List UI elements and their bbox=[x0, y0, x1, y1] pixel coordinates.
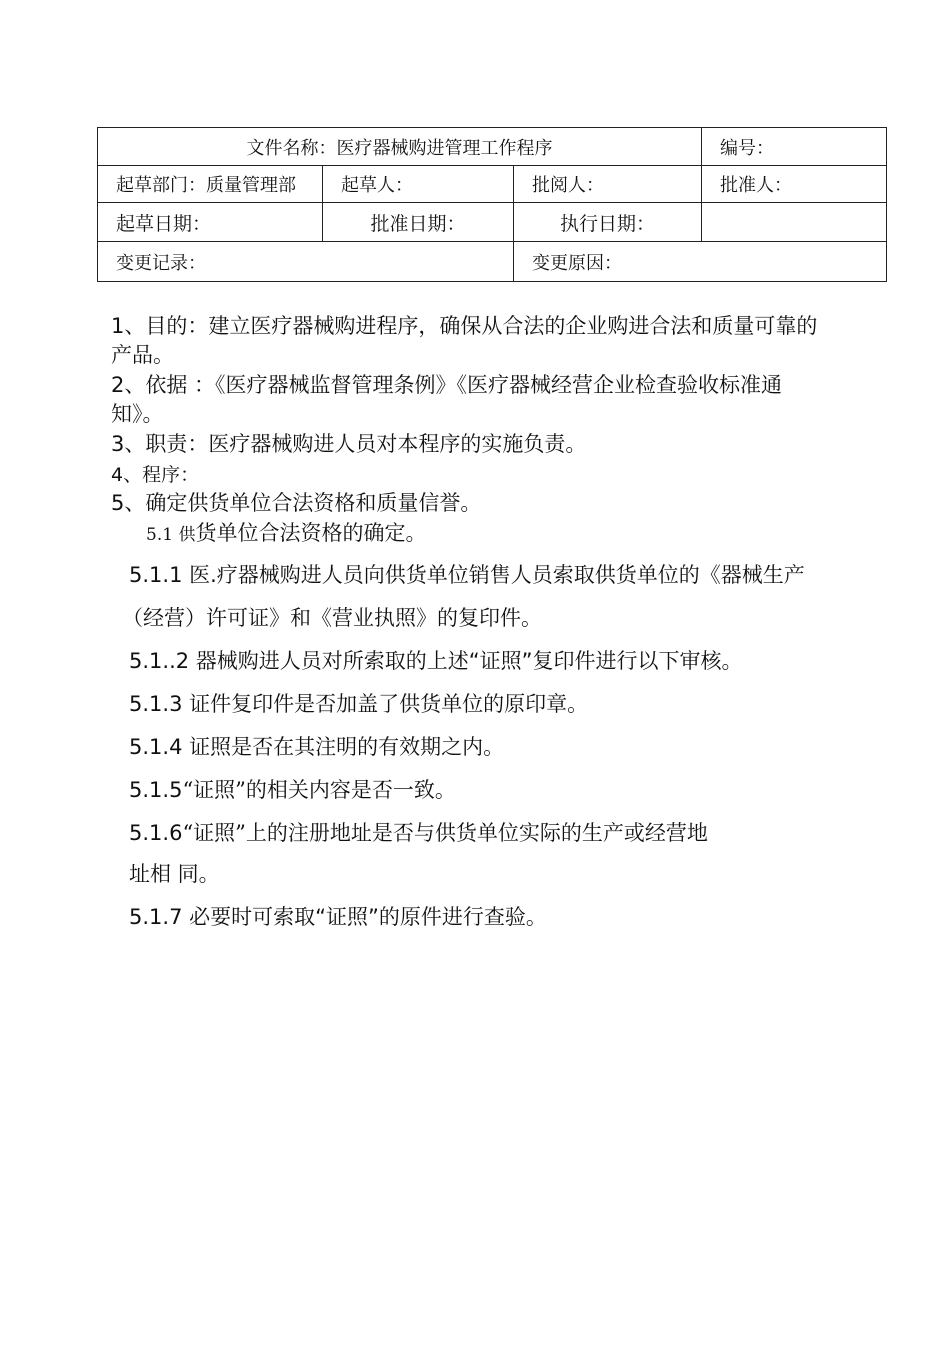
document-name-cell bbox=[98, 128, 702, 166]
section-5-1-2-number: 5.1..2 bbox=[129, 649, 196, 673]
execution-date-cell: 执行日期： bbox=[514, 203, 702, 242]
section-5-1-1-number: 5.1.1 医.疗 bbox=[129, 563, 238, 587]
section-2-line-1: 2、依据 ：《医疗器械监督管理条例》《医疗器械经营企业检查验收标准通 bbox=[111, 373, 783, 397]
section-5-1-6-number: 5.1.6 bbox=[129, 821, 183, 845]
document-name-value: 医疗器械购进管理工作 bbox=[336, 137, 517, 159]
draft-date-cell: 起草日期： bbox=[98, 203, 323, 242]
section-5-1 bbox=[146, 519, 426, 550]
section-5-1-6-line-1 bbox=[129, 819, 708, 848]
empty-cell bbox=[702, 203, 887, 242]
section-5-1-2 bbox=[129, 647, 743, 676]
document-name-label: 文件名称： bbox=[246, 137, 337, 159]
section-4-text: 4、程序： bbox=[111, 464, 200, 486]
approve-date-cell: 批准日期： bbox=[323, 203, 514, 242]
section-5-1-6-serif: “证照”上 bbox=[182, 821, 267, 845]
section-5-1-1-line-1 bbox=[129, 561, 805, 590]
section-5-1-7-serif: 必要时可 bbox=[189, 905, 274, 929]
section-5-1-4-number: 5.1.4 bbox=[129, 735, 190, 759]
section-5-1-6-rest: 的注册地址是否与供货单位实际的生产或经营地 bbox=[266, 821, 708, 845]
section-5-1-5 bbox=[129, 776, 456, 805]
section-5-1-1-line-2: （经营）许可证》和《营业执照》的复印件。 bbox=[122, 606, 542, 630]
section-5-1-3-rest: 件是否加盖了供货单位的原印章。 bbox=[273, 692, 589, 716]
section-5 bbox=[111, 489, 481, 518]
drafting-department-cell: 起草部门：质量管理部 bbox=[98, 166, 323, 203]
change-record-cell: 变更记录： bbox=[98, 242, 514, 282]
section-5-number: 5、 bbox=[111, 491, 146, 515]
section-5-1-5-number: 5.1.5 bbox=[129, 778, 183, 802]
section-4 bbox=[111, 460, 199, 490]
change-reason-cell: 变更原因： bbox=[514, 242, 887, 282]
document-number-cell: 编号： bbox=[702, 128, 887, 166]
drafter-cell: 起草人： bbox=[323, 166, 514, 203]
section-5-1-2-rest: 购进人员对所索取的上述“证照”复印件进行以下审核。 bbox=[237, 649, 743, 673]
section-5-1-4 bbox=[129, 733, 504, 762]
section-5-1-rest: 货单位合法资格的确定。 bbox=[195, 521, 427, 545]
approver-cell: 批准人： bbox=[702, 166, 887, 203]
reviewer-cell: 批阅人： bbox=[514, 166, 702, 203]
document-name-suffix: 程序 bbox=[516, 137, 553, 159]
section-5-1-3-number: 5.1.3 bbox=[129, 692, 190, 716]
section-5-serif: 确 bbox=[145, 491, 167, 515]
section-5-1-2-serif: 器械 bbox=[195, 649, 238, 673]
section-5-1-6-line-2: 址相 同。 bbox=[129, 862, 220, 886]
section-5-1-5-rest: 的相关内容是否一致。 bbox=[245, 778, 456, 802]
section-5-1-7-rest: 索取“证照”的原件进行查验。 bbox=[273, 905, 547, 929]
section-1-line-2: 产品。 bbox=[111, 343, 174, 367]
section-5-1-7-number: 5.1.7 bbox=[129, 905, 190, 929]
section-5-1-3 bbox=[129, 690, 588, 719]
section-5-1-5-serif: “证照” bbox=[182, 778, 246, 802]
section-5-1-1-serif: 器械 bbox=[237, 563, 280, 587]
section-2-line-2: 知》。 bbox=[111, 402, 164, 426]
section-5-1-3-serif: 证件复印 bbox=[189, 692, 274, 716]
section-5-1-serif: 5.1 供 bbox=[146, 525, 196, 545]
section-1-line-1: 1、目的：建立医疗器械购进程序，确保从合法的企业购进合法和质量可靠的 bbox=[111, 314, 818, 338]
section-5-1-1-rest: 购进人员向供货单位销售人员索取供货单位的《器械生产 bbox=[279, 563, 805, 587]
document-header-table bbox=[97, 127, 887, 282]
section-5-1-4-rest: 否在其注明的有效期之内。 bbox=[252, 735, 505, 759]
section-5-1-4-serif: 证照是 bbox=[189, 735, 253, 759]
section-5-1-7 bbox=[129, 903, 547, 932]
section-5-rest: 定供货单位合法资格和质量信誉。 bbox=[166, 491, 482, 515]
section-3: 3、职责：医疗器械购进人员对本程序的实施负责。 bbox=[111, 432, 587, 456]
